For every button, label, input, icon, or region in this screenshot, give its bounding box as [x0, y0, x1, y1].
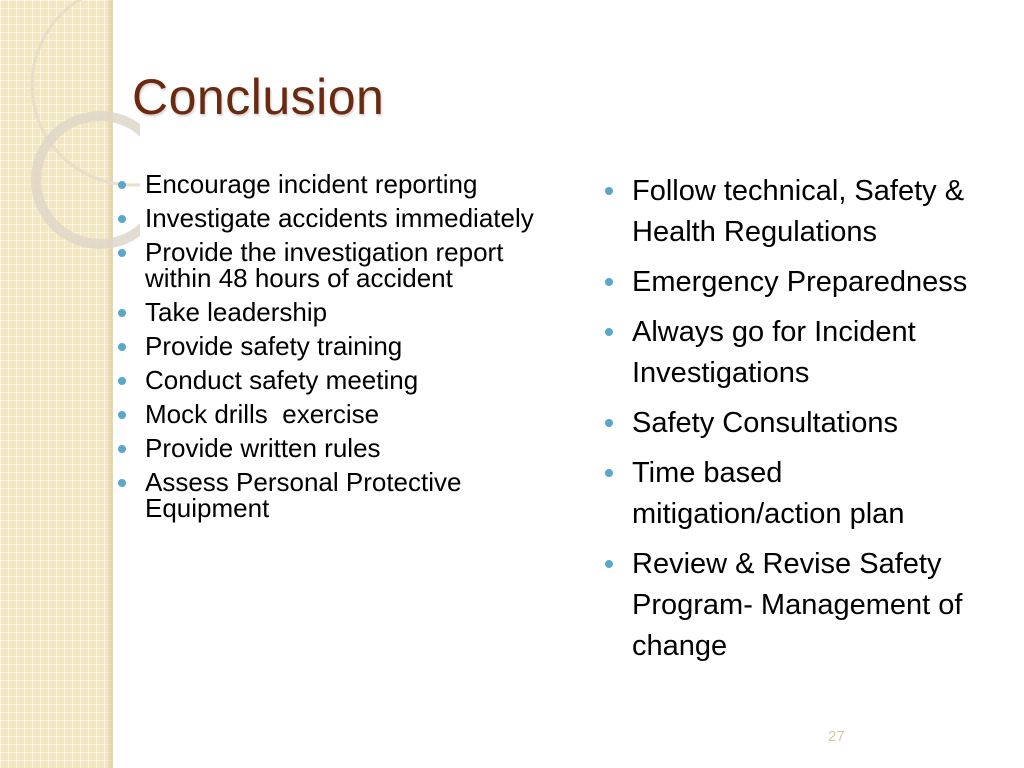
list-item: [603, 262, 983, 303]
list-item: [116, 469, 536, 521]
list-item-text: Provide the investigation report within 48 hours of accident: [145, 237, 504, 293]
bullet-icon: [118, 479, 126, 487]
list-item-text: Assess Personal Protective Equipment: [145, 467, 462, 523]
bullet-icon: [118, 181, 126, 189]
right-bullet-list: [603, 171, 983, 676]
list-item: [116, 401, 536, 427]
list-item: [603, 171, 983, 253]
bullet-icon: [118, 411, 126, 419]
list-item-text: Provide written rules: [145, 433, 381, 463]
bullet-icon: [605, 560, 613, 568]
list-item: [603, 544, 983, 667]
list-item-text: Mock drills exercise: [145, 399, 380, 429]
bullet-icon: [118, 215, 126, 223]
list-item: [116, 205, 536, 231]
list-item: [116, 367, 536, 393]
bullet-icon: [118, 445, 126, 453]
list-item-text: Take leadership: [145, 297, 328, 327]
list-item-text: Time based mitigation/action plan: [632, 457, 905, 530]
list-item-text: Follow technical, Safety & Health Regulations: [632, 175, 965, 248]
list-item: [603, 403, 983, 444]
list-item: [603, 312, 983, 394]
bullet-icon: [118, 343, 126, 351]
bullet-icon: [118, 249, 126, 257]
list-item: [116, 435, 536, 461]
list-item-text: Encourage incident reporting: [145, 169, 478, 199]
bullet-icon: [605, 469, 613, 477]
bullet-icon: [118, 377, 126, 385]
list-item: [116, 333, 536, 359]
list-item: [116, 239, 536, 291]
list-item-text: Investigate accidents immediately: [145, 203, 534, 233]
slide-title: Conclusion: [132, 69, 385, 125]
left-bullet-list: [116, 171, 536, 529]
list-item-text: Conduct safety meeting: [145, 365, 419, 395]
bullet-icon: [605, 187, 613, 195]
list-item: [116, 299, 536, 325]
bullet-icon: [605, 278, 613, 286]
bullet-icon: [118, 309, 126, 317]
list-item-text: Emergency Preparedness: [632, 266, 968, 298]
list-item-text: Provide safety training: [145, 331, 403, 361]
bullet-icon: [605, 419, 613, 427]
bullet-icon: [605, 328, 613, 336]
list-item: [116, 171, 536, 197]
list-item-text: Safety Consultations: [632, 407, 898, 439]
list-item: [603, 453, 983, 535]
list-item-text: Always go for Incident Investigations: [632, 316, 916, 389]
slide-number: 27: [828, 728, 845, 745]
list-item-text: Review & Revise Safety Program- Management of change: [632, 548, 963, 662]
